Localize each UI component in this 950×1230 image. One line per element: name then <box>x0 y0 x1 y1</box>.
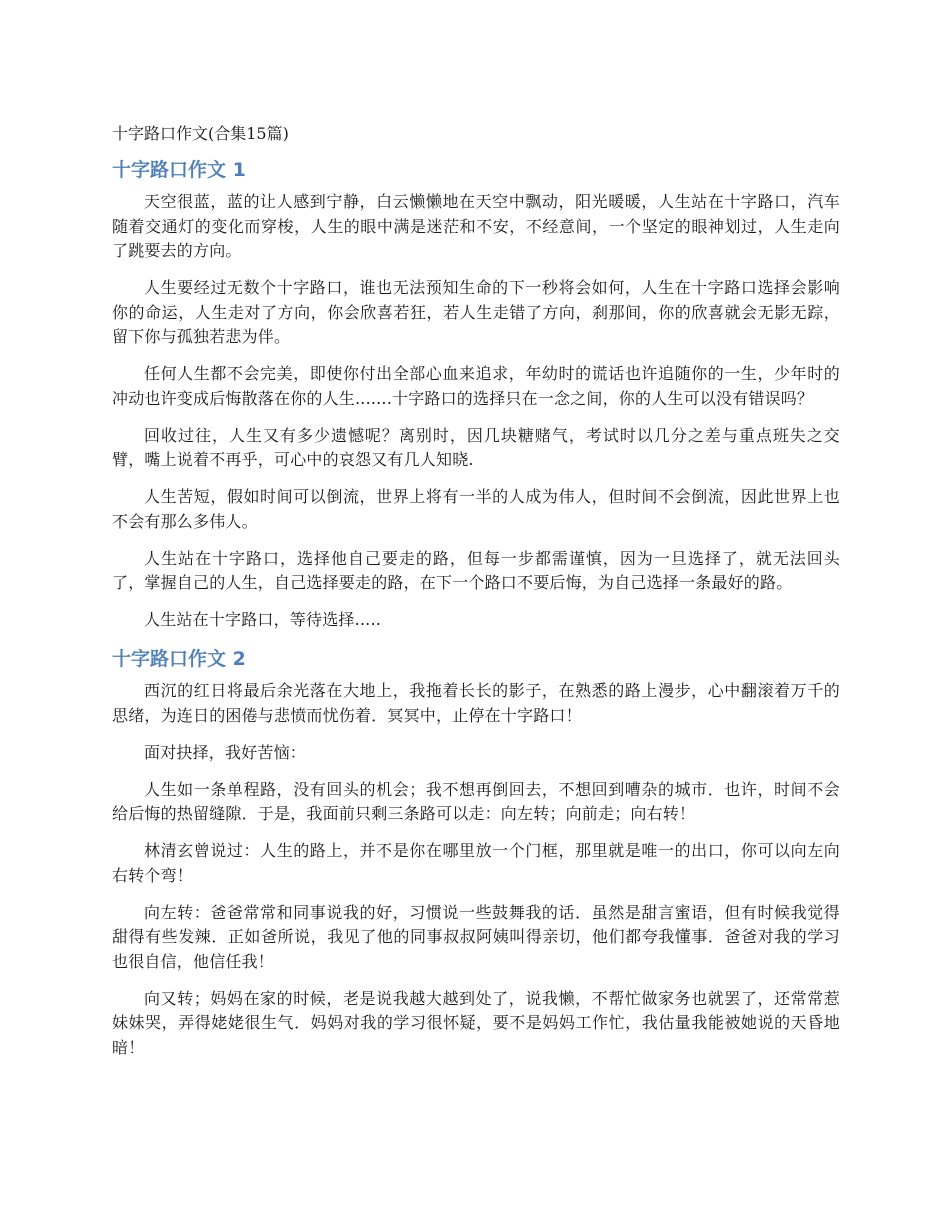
document-title: 十字路口作文(合集15篇) <box>112 124 289 143</box>
essay-section-2 <box>112 645 840 1060</box>
paragraph: 人生站在十字路口，等待选择..... <box>144 610 382 629</box>
paragraph: 天空很蓝，蓝的让人感到宁静，白云懒懒地在天空中飘动，阳光暖暖，人生站在十字路口，汽车随着交通灯的变化而穿梭，人生的眼中满是迷茫和不安，不经意间，一个坚定的眼神划过，人生走向了跳要去的方向。 <box>112 192 840 260</box>
paragraph: 人生要经过无数个十字路口，谁也无法预知生命的下一秒将会如何，人生在十字路口选择会影响你的命运，人生走对了方向，你会欣喜若狂，若人生走错了方向，刹那间，你的欣喜就会无影无踪，留下你与孤独若悲为伴。 <box>112 278 840 346</box>
document-page <box>112 122 840 1073</box>
paragraph: 人生如一条单程路，没有回头的机会；我不想再倒回去，不想回到嘈杂的城市．也许，时间不会给后悔的热留缝隙．于是，我面前只剩三条路可以走：向左转；向前走；向右转！ <box>112 779 840 823</box>
section-heading: 十字路口作文 2 <box>112 648 246 670</box>
paragraph: 人生苦短，假如时间可以倒流，世界上将有一半的人成为伟人，但时间不会倒流，因此世界上也不会有那么多伟人。 <box>112 487 840 531</box>
paragraph: 向左转：爸爸常常和同事说我的好，习惯说一些鼓舞我的话．虽然是甜言蜜语，但有时候我觉得甜得有些发辣．正如爸所说，我见了他的同事叔叔阿姨叫得亲切，他们都夸我懂事．爸爸对我的学习也很自信，他信任我！ <box>112 902 840 971</box>
paragraph: 西沉的红日将最后余光落在大地上，我拖着长长的影子，在熟悉的路上漫步，心中翻滚着万千的思绪，为连日的困倦与悲愤而忧伤着．冥冥中，止停在十字路口！ <box>112 681 840 725</box>
paragraph: 向又转；妈妈在家的时候，老是说我越大越到处了，说我懒，不帮忙做家务也就罢了，还常常惹妹妹哭，弄得姥姥很生气．妈妈对我的学习很怀疑，要不是妈妈工作忙，我估量我能被她说的天昏地暗！ <box>112 988 840 1057</box>
paragraph: 林清玄曾说过：人生的路上，并不是你在哪里放一个门框，那里就是唯一的出口，你可以向左向右转个弯！ <box>112 841 840 885</box>
paragraph: 任何人生都不会完美，即使你付出全部心血来追求，年幼时的谎话也许追随你的一生，少年时的冲动也许变成后悔散落在你的人生.......十字路口的选择只在一念之间，你的人生可以没有错误吗？ <box>112 364 840 408</box>
section-heading: 十字路口作文 1 <box>112 159 246 181</box>
essay-section-1 <box>112 156 840 633</box>
paragraph: 回收过往，人生又有多少遗憾呢？离别时，因几块糖赌气，考试时以几分之差与重点班失之交臂，嘴上说着不再乎，可心中的哀怨又有几人知晓. <box>112 425 840 469</box>
paragraph: 人生站在十字路口，选择他自己要走的路，但每一步都需谨慎，因为一旦选择了，就无法回头了，掌握自己的人生，自己选择要走的路，在下一个路口不要后悔，为自己选择一条最好的路。 <box>112 548 840 592</box>
paragraph: 面对抉择，我好苦恼： <box>144 742 307 762</box>
